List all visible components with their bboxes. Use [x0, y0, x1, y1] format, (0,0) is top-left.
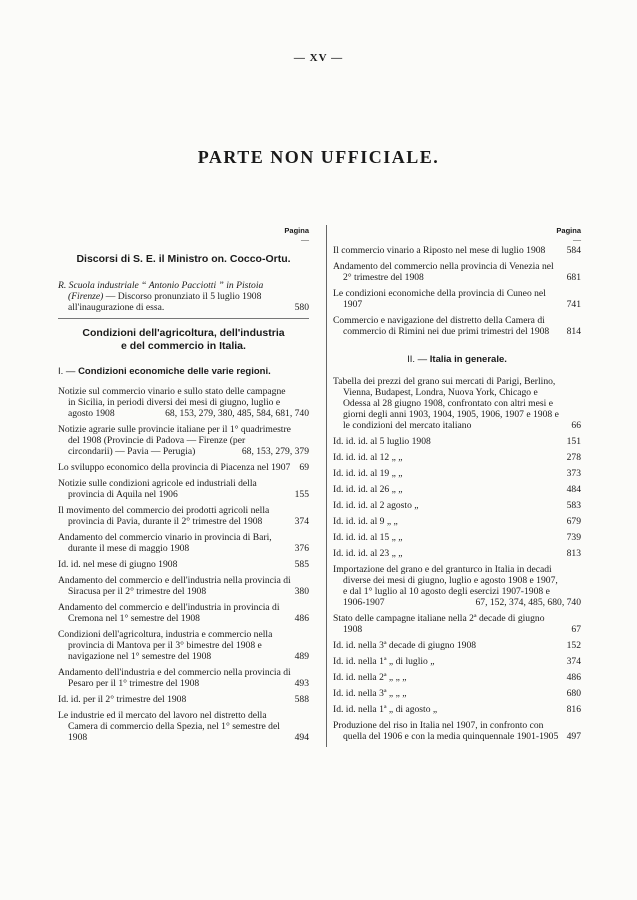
entry-text: Id. id. nella 2ª „ „ „: [333, 672, 407, 683]
list-item: [333, 500, 581, 511]
list-item: [333, 484, 581, 495]
entry-text: Stato delle campagne italiane nella 2ª decade di giugno 1908: [333, 613, 545, 635]
entry-text: Id. id. id. al 12 „ „: [333, 452, 403, 463]
entry-text: Id. id. nel mese di giugno 1908: [58, 559, 178, 570]
entry-page: 486: [566, 672, 581, 683]
entry-page: 155: [294, 489, 309, 500]
entry-page: 66: [571, 420, 581, 431]
list-item: [58, 575, 309, 597]
list-item: [333, 261, 581, 283]
entry-page: 151: [566, 436, 581, 447]
entry-page: 681: [566, 272, 581, 283]
list-item: [58, 710, 309, 743]
entry-page: 679: [566, 516, 581, 527]
list-item: [333, 532, 581, 543]
entry-page: 489: [294, 651, 309, 662]
entry-text: Id. id. id. al 9 „ „: [333, 516, 398, 527]
entry-text: Notizie agrarie sulle provincie italiane per il 1° quadrimestre del 1908 (Provincie di Padova — Firenze (per circondarii) — Pavia — Perugia): [58, 424, 291, 457]
list-item: [333, 640, 581, 651]
list-item: [58, 424, 309, 457]
right-entries-1: [333, 245, 581, 337]
entry-page: 814: [566, 326, 581, 337]
entry-page: 497: [566, 731, 581, 742]
list-item: [333, 315, 581, 337]
list-item: [58, 667, 309, 689]
entry-text: Produzione del riso in Italia nel 1907, in confronto con quella del 1906 e con la media quinquennale 1901-1905: [333, 720, 559, 742]
entry-text: Id. id. nella 1ª „ di luglio „: [333, 656, 435, 667]
entry-page: 68, 153, 279, 380, 485, 584, 681, 740: [165, 408, 309, 419]
list-item: [333, 720, 581, 742]
entry-page: 741: [566, 299, 581, 310]
entry-text: Condizioni dell'agricoltura, industria e commercio nella provincia di Mantova per il 3° bimestre del 1908 e navigazione nel 1° semestre del 1908: [58, 629, 273, 662]
entry-text: Andamento dell'industria e del commercio nella provincia di Pesaro per il 1° trimestre del 1908: [58, 667, 291, 689]
heading-discorsi: Discorsi di S. E. il Ministro on. Cocco-Ortu.: [76, 253, 291, 265]
entry-page: 67: [571, 624, 581, 635]
left-column: [58, 225, 309, 748]
list-item: [333, 672, 581, 683]
entry-text: Id. id. id. al 26 „ „: [333, 484, 403, 495]
page-number: — XV —: [293, 52, 344, 64]
section-title: PARTE NON UFFICIALE.: [197, 147, 440, 167]
subheading-number: I. —: [58, 366, 76, 377]
entry-page: 278: [566, 452, 581, 463]
list-item: [333, 564, 581, 608]
list-item: [333, 516, 581, 527]
entry-page: 69: [299, 462, 309, 473]
page-label: Pagina: [284, 226, 309, 235]
entry-italic: R. Scuola industriale “ Antonio Pacciotti ” in Pistoia (Firenze): [58, 280, 264, 302]
list-item: [58, 532, 309, 554]
entry-page: 376: [294, 543, 309, 554]
entry-page: 584: [566, 245, 581, 256]
entry-page: 588: [294, 694, 309, 705]
entry-text: Notizie sul commercio vinario e sullo stato delle campagne in Sicilia, in periodi diversi dei mesi di giugno, luglio e agosto 1908: [58, 386, 286, 419]
list-item: [58, 559, 309, 570]
entry-page: 484: [566, 484, 581, 495]
entry-text: Id. id. nella 1ª „ di agosto „: [333, 704, 438, 715]
entry-text: Andamento del commercio vinario in provincia di Bari, durante il mese di maggio 1908: [58, 532, 272, 554]
entry-text: Andamento del commercio nella provincia di Venezia nel 2° trimestre del 1908: [333, 261, 554, 283]
list-item: [333, 376, 581, 431]
heading-condizioni-b: e del commercio in Italia.: [121, 340, 246, 352]
entry-text: Tabella dei prezzi del grano sui mercati di Parigi, Berlino, Vienna, Budapest, Londra, Nuova York, Chicago e Odessa al 28 giugno 1908, confrontato con altri mesi e giorni degli anni 1903, 1904, 1905, 1906, 1907 e 1908 e le condizioni del mercato italiano: [333, 376, 559, 431]
entry-text: — Discorso pronunziato il 5 luglio 1908 all'inaugurazione di essa.: [68, 291, 262, 313]
entry-page: 813: [566, 548, 581, 559]
page-label-right: Pagina: [556, 226, 581, 235]
entry-page: 680: [566, 688, 581, 699]
entry-page: 739: [566, 532, 581, 543]
list-item: [333, 613, 581, 635]
list-item: [333, 468, 581, 479]
entry-page: 486: [294, 613, 309, 624]
entry-text: Andamento del commercio e dell'industria in provincia di Cremona nel 1° semestre del 1908: [58, 602, 280, 624]
entry-text: Le condizioni economiche della provincia di Cuneo nel 1907: [333, 288, 546, 310]
list-item: [333, 436, 581, 447]
list-item: [333, 704, 581, 715]
entry-text: Id. id. id. al 15 „ „: [333, 532, 403, 543]
list-item: [58, 280, 309, 313]
entry-text: Notizie sulle condizioni agricole ed industriali della provincia di Aquila nel 1906: [58, 478, 257, 500]
entry-text: Id. id. id. al 23 „ „: [333, 548, 403, 559]
subheading-text: Condizioni economiche delle varie regioni.: [78, 366, 271, 377]
list-item: [333, 688, 581, 699]
entry-page: 374: [566, 656, 581, 667]
list-item: [58, 478, 309, 500]
entry-page: 580: [294, 302, 309, 313]
entry-text: Andamento del commercio e dell'industria nella provincia di Siracusa per il 2° trimestre del 1908: [58, 575, 291, 597]
list-item: [58, 629, 309, 662]
entry-page: 152: [566, 640, 581, 651]
entry-text: Il commercio vinario a Riposto nel mese di luglio 1908: [333, 245, 546, 256]
entry-page: 380: [294, 586, 309, 597]
entry-page: 494: [294, 732, 309, 743]
page-dash-right: —: [573, 235, 581, 244]
subheading-regioni: [58, 365, 309, 378]
entry-text: Il movimento del commercio dei prodotti agricoli nella provincia di Pavia, durante il 2° trimestre del 1908: [58, 505, 270, 527]
list-item: [333, 548, 581, 559]
entry-text: Id. id. nella 3ª „ „ „: [333, 688, 407, 699]
divider: [58, 318, 309, 319]
page-dash: —: [301, 235, 309, 244]
entry-text: Id. id. per il 2° trimestre del 1908: [58, 694, 187, 705]
left-entries: [58, 386, 309, 743]
list-item: [333, 245, 581, 256]
entry-text: Lo sviluppo economico della provincia di Piacenza nel 1907: [58, 462, 291, 473]
entry-page: 585: [294, 559, 309, 570]
entry-text: Id. id. id. al 19 „ „: [333, 468, 403, 479]
entry-page: 493: [294, 678, 309, 689]
right-column: [326, 225, 581, 747]
entry-text: Importazione del grano e del granturco in Italia in decadi diverse dei mesi di giugno, luglio e agosto 1908 e 1907, e dal 1° luglio al 10 agosto degli esercizi 1907-1908 e 1906-1907: [333, 564, 558, 608]
entry-text: Id. id. id. al 5 luglio 1908: [333, 436, 431, 447]
entry-text: Le industrie ed il mercato del lavoro nel distretto della Camera di commercio della Spezia, nel 1° semestre del 1908: [58, 710, 280, 743]
entry-page: 583: [566, 500, 581, 511]
entry-page: 373: [566, 468, 581, 479]
entry-page: 374: [294, 516, 309, 527]
list-item: [58, 505, 309, 527]
entry-text: Id. id. nella 3ª decade di giugno 1908: [333, 640, 477, 651]
entry-text: Commercio e navigazione del distretto della Camera di commercio di Rimini nei due primi trimestri del 1908: [333, 315, 550, 337]
entry-page: 67, 152, 374, 485, 680, 740: [475, 597, 581, 608]
right-entries-2: [333, 376, 581, 742]
heading-condizioni-a: Condizioni dell'agricoltura, dell'industria: [82, 327, 285, 339]
list-item: [58, 694, 309, 705]
list-item: [333, 288, 581, 310]
list-item: [333, 452, 581, 463]
list-item: [58, 602, 309, 624]
subheading-number: II. —: [407, 354, 428, 365]
list-item: [58, 462, 309, 473]
list-item: [333, 656, 581, 667]
list-item: [58, 386, 309, 419]
subheading-italia: [333, 353, 581, 366]
entry-page: 816: [566, 704, 581, 715]
subheading-text: Italia in generale.: [429, 354, 507, 365]
entry-text: Id. id. id. al 2 agosto „: [333, 500, 419, 511]
entry-page: 68, 153, 279, 379: [241, 446, 309, 457]
